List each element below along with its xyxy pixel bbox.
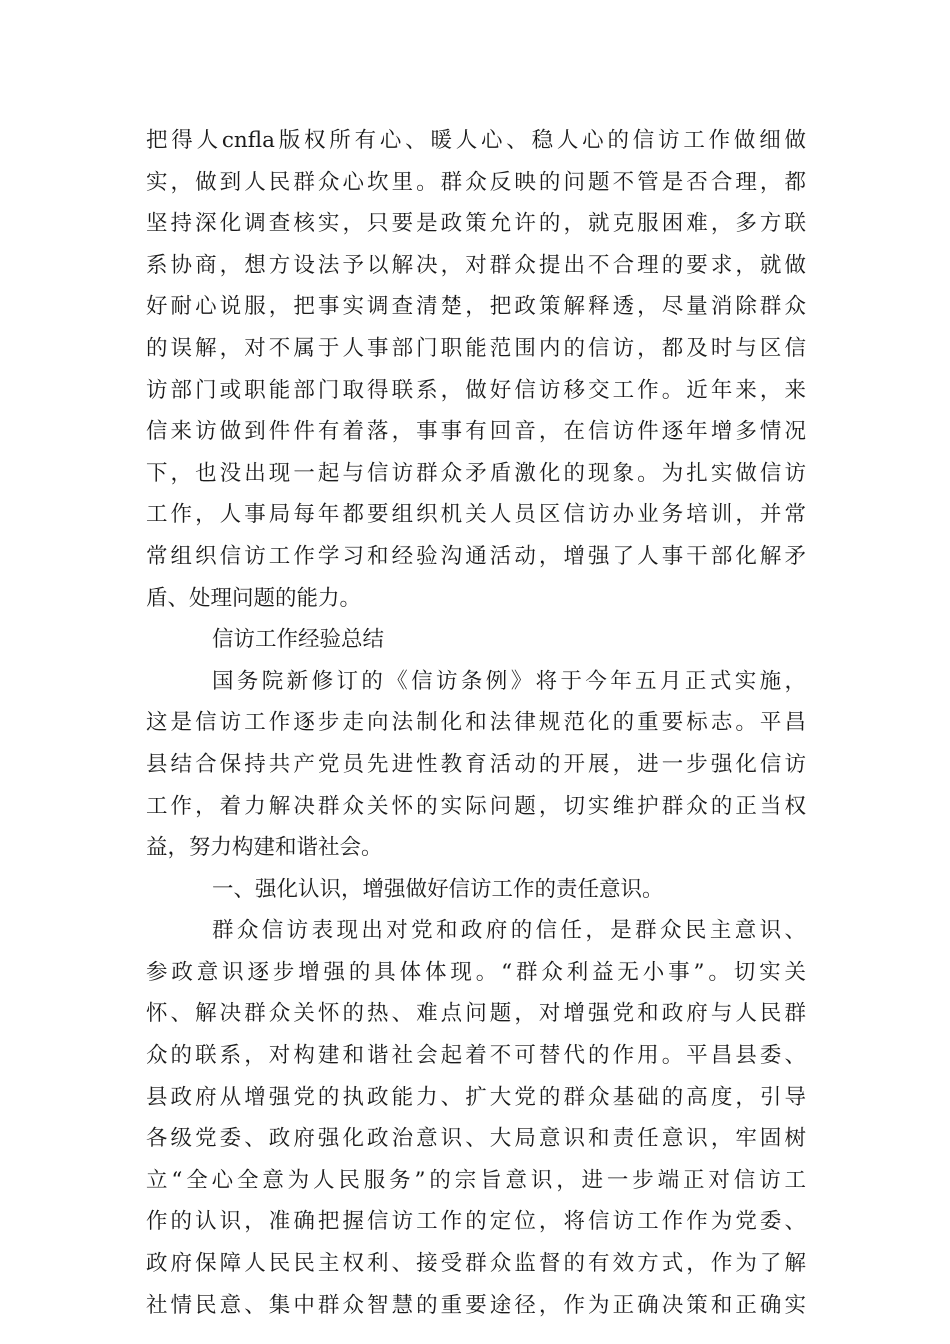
text-line: 工作，人事局每年都要组织机关人员区信访办业务培训，并常 bbox=[146, 502, 806, 528]
text-line: 的误解，对不属于人事部门职能范围内的信访，都及时与区信 bbox=[146, 335, 806, 361]
text-line: 信来访做到件件有着落，事事有回音，在信访件逐年增多情况 bbox=[146, 419, 806, 445]
text-line: 信访工作经验总结 bbox=[212, 627, 385, 653]
text-line: 一、强化认识，增强做好信访工作的责任意识。 bbox=[212, 876, 664, 902]
text-line: 群众信访表现出对党和政府的信任，是群众民主意识、 bbox=[212, 918, 806, 944]
text-line: 立“全心全意为人民服务”的宗旨意识，进一步端正对信访工 bbox=[146, 1167, 806, 1193]
text-line: 各级党委、政府强化政治意识、大局意识和责任意识，牢固树 bbox=[146, 1126, 806, 1152]
text-line: 众的联系，对构建和谐社会起着不可替代的作用。平昌县委、 bbox=[146, 1043, 806, 1069]
text-line: 益，努力构建和谐社会。 bbox=[146, 835, 383, 861]
text-line: 常组织信访工作学习和经验沟通活动，增强了人事干部化解矛 bbox=[146, 543, 806, 569]
text-line: 坚持深化调查核实，只要是政策允许的，就克服困难，多方联 bbox=[146, 211, 806, 237]
text-line: 实，做到人民群众心坎里。群众反映的问题不管是否合理，都 bbox=[146, 169, 806, 195]
text-line: 作的认识，准确把握信访工作的定位，将信访工作作为党委、 bbox=[146, 1209, 806, 1235]
text-line: 怀、解决群众关怀的热、难点问题，对增强党和政府与人民群 bbox=[146, 1001, 806, 1027]
text-line: 这是信访工作逐步走向法制化和法律规范化的重要标志。平昌 bbox=[146, 710, 806, 736]
text-line: 县结合保持共产党员先进性教育活动的开展，进一步强化信访 bbox=[146, 751, 806, 777]
text-line: 访部门或职能部门取得联系，做好信访移交工作。近年来，来 bbox=[146, 377, 806, 403]
text-line: 国务院新修订的《信访条例》将于今年五月正式实施， bbox=[212, 668, 806, 694]
text-line: 参政意识逐步增强的具体体现。“群众利益无小事”。切实关 bbox=[146, 959, 806, 985]
body-text bbox=[146, 120, 806, 1326]
text-line: 县政府从增强党的执政能力、扩大党的群众基础的高度，引导 bbox=[146, 1084, 806, 1110]
text-line: 下，也没出现一起与信访群众矛盾激化的现象。为扎实做信访 bbox=[146, 460, 806, 486]
text-line: 政府保障人民民主权利、接受群众监督的有效方式，作为了解 bbox=[146, 1251, 806, 1277]
text-line: 把得人cnfla版权所有心、暖人心、稳人心的信访工作做细做 bbox=[146, 128, 806, 153]
text-line: 社情民意、集中群众智慧的重要途径，作为正确决策和正确实 bbox=[146, 1292, 806, 1318]
text-line: 工作，着力解决群众关怀的实际问题，切实维护群众的正当权 bbox=[146, 793, 806, 819]
text-line: 系协商，想方设法予以解决，对群众提出不合理的要求，就做 bbox=[146, 252, 806, 278]
text-line: 好耐心说服，把事实调查清楚，把政策解释透，尽量消除群众 bbox=[146, 294, 806, 320]
text-line: 盾、处理问题的能力。 bbox=[146, 585, 362, 611]
